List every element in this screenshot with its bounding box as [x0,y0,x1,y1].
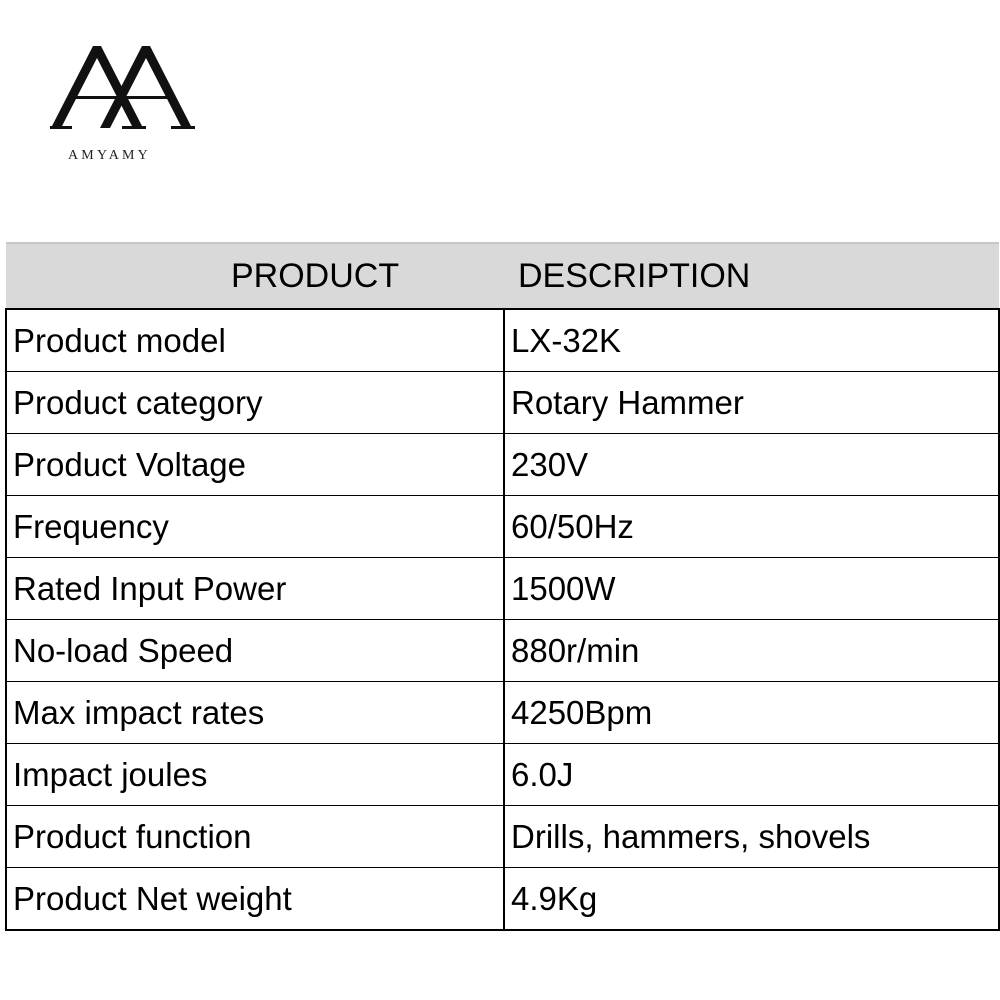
row-label: Product function [6,806,504,868]
brand-name: AMYAMY [68,148,151,163]
row-label: Impact joules [6,744,504,806]
table-row [6,868,999,931]
table-row [6,309,999,372]
header-product: PRODUCT [6,243,504,309]
monogram-logo-icon [48,40,198,140]
row-label: No-load Speed [6,620,504,682]
row-label: Product model [6,309,504,372]
row-value: 4250Bpm [504,682,999,744]
row-label: Frequency [6,496,504,558]
row-label: Product Voltage [6,434,504,496]
brand-logo [48,40,198,170]
row-value: 230V [504,434,999,496]
table-row [6,558,999,620]
table-header-row [6,243,999,309]
header-description: DESCRIPTION [504,243,999,309]
table-row [6,806,999,868]
row-value: 1500W [504,558,999,620]
row-value: 4.9Kg [504,868,999,931]
row-label: Rated Input Power [6,558,504,620]
product-spec-table [5,242,1000,931]
row-value: 880r/min [504,620,999,682]
row-label: Max impact rates [6,682,504,744]
table-row [6,372,999,434]
row-value: Drills, hammers, shovels [504,806,999,868]
row-value: LX-32K [504,309,999,372]
table-row [6,496,999,558]
row-value: Rotary Hammer [504,372,999,434]
row-label: Product category [6,372,504,434]
row-label: Product Net weight [6,868,504,931]
table-row [6,434,999,496]
table-row [6,744,999,806]
row-value: 60/50Hz [504,496,999,558]
table-row [6,682,999,744]
row-value: 6.0J [504,744,999,806]
table-row [6,620,999,682]
